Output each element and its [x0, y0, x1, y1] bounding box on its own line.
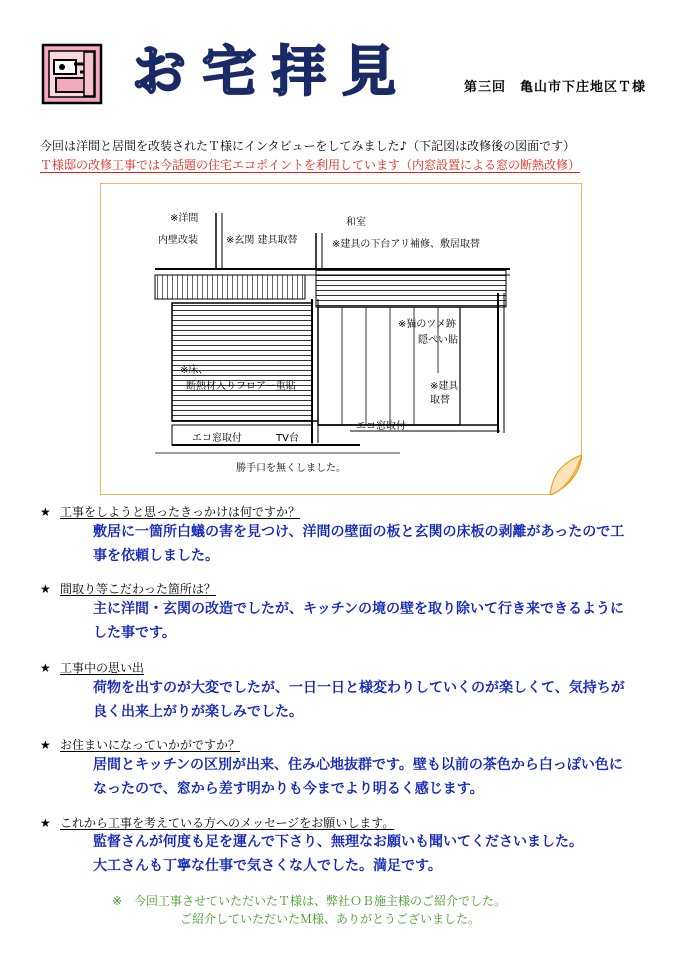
page-title: [132, 36, 398, 106]
plan-label: ※建具: [430, 381, 459, 392]
answer-1: 敷居に一箇所白蟻の害を見つけ、洋間の壁面の板と玄関の床板の剥離があったので工 事を依頼しました。: [93, 524, 625, 564]
plan-label: ※洋間: [170, 213, 199, 224]
question-4: ★ お住まいになっていかがですか？: [40, 738, 241, 752]
footer-line-2: ご紹介していただいたＭ様、ありがとうございました。: [180, 912, 481, 926]
plan-label: 取替: [430, 395, 450, 406]
plan-label: 隠ぺい貼: [418, 335, 458, 346]
plan-label: 和室: [346, 217, 366, 228]
title-char: 拝: [272, 39, 328, 103]
answer-4: 居間とキッチンの区別が出来、住み心地抜群です。壁も以前の茶色から白っぽい色に なったので、窓から差す明かりも今までより明るく感じます。: [93, 757, 623, 797]
question-3: ★ 工事中の思い出: [40, 661, 145, 675]
plan-label: ※玄関 建具取替: [226, 235, 298, 246]
question-1: ★ 工事をしようと思ったきっかけは何ですか？: [40, 505, 301, 519]
house-key-logo-icon: [40, 42, 106, 108]
plan-label: エコ窓取付: [192, 433, 242, 444]
question-5: ★ これから工事を考えている方へのメッセージをお願いします。: [40, 816, 395, 830]
title-char: お: [132, 39, 188, 103]
floor-plan: [100, 183, 582, 495]
intro-text: 今回は洋間と居間を改装されたＴ様にインタビューをしてみました♪（下記図は改修後の図面です）: [40, 139, 576, 153]
answer-5: 監督さんが何度も足を運んで下さり、無理なお願いも聞いてくださいました。 大工さんも丁寧な仕事で気さくな人でした。満足です。: [93, 834, 583, 874]
plan-label: エコ窓取付: [356, 421, 406, 432]
plan-label: ※猫のツメ跡: [398, 319, 456, 330]
eco-point-note: Ｔ様邸の改修工事では今話題の住宅エコポイントを利用しています（内窓設置による窓の断熱改修）: [40, 158, 581, 172]
title-char: 宅: [202, 39, 258, 103]
plan-label: 内壁改装: [158, 235, 198, 246]
answer-2: 主に洋間・玄関の改造でしたが、キッチンの境の壁を取り除いて行き来できるように した事です。: [93, 601, 625, 641]
answer-3: 荷物を出すのが大変でしたが、一日一日と様変わりしていくのが楽しくて、気持ちが 良く出来上がりが楽しみでした。: [93, 680, 625, 720]
plan-label: TV台: [276, 433, 299, 444]
plan-label: 勝手口を無くしました。: [236, 463, 346, 474]
episode-label: 第三回 亀山市下庄地区Ｔ様: [464, 80, 647, 95]
title-char: 見: [342, 39, 398, 103]
question-2: ★ 間取り等こだわった箇所は？: [40, 582, 216, 596]
plan-label: ※床、: [180, 365, 209, 376]
plan-label: ※建具の下台アリ補修、敷居取替: [332, 239, 480, 250]
plan-label: 断熱材入りフロアー重貼: [186, 381, 296, 392]
footer-line-1: ※ 今回工事させていただいたＴ様は、弊社ＯＢ施主様のご紹介でした。: [112, 894, 507, 908]
